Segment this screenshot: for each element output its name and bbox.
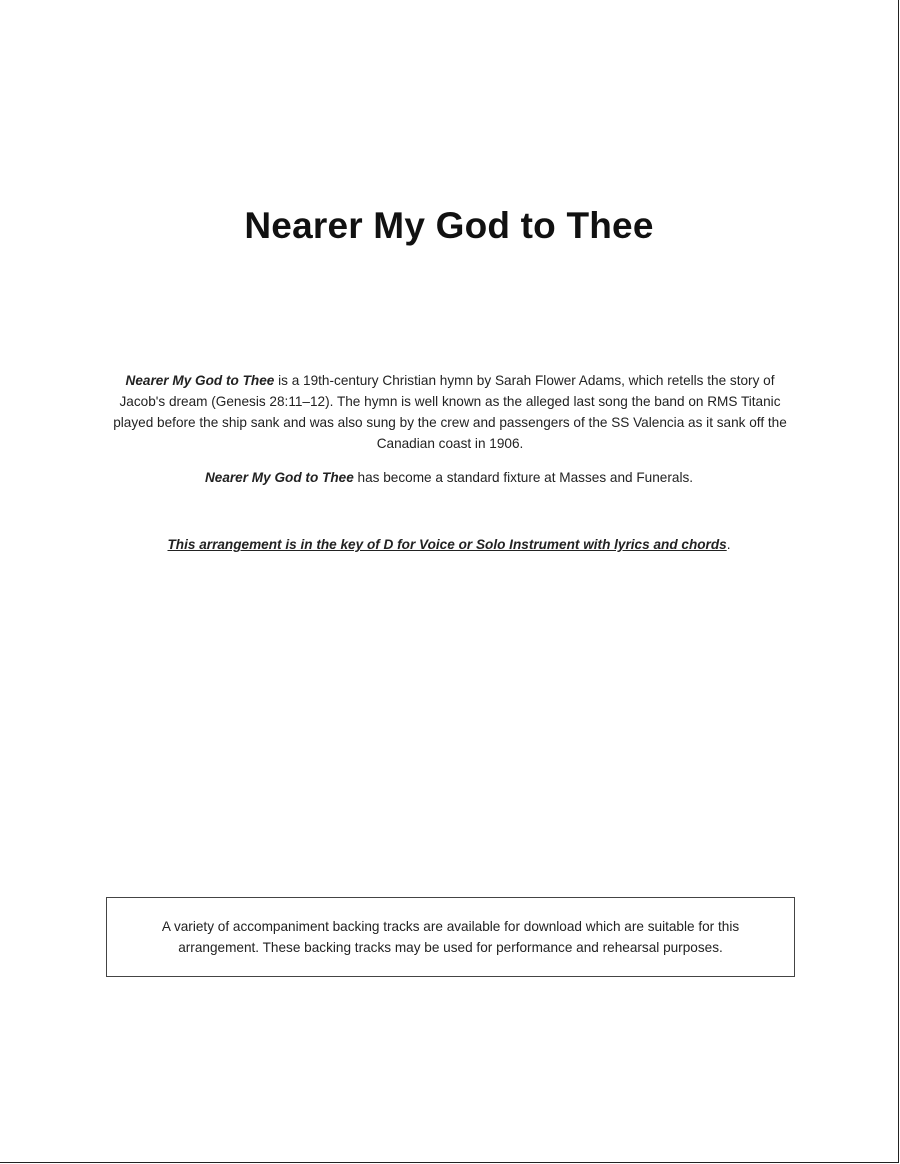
arrangement-note bbox=[0, 534, 898, 555]
fixture-paragraph bbox=[0, 467, 898, 488]
intro-paragraph bbox=[103, 370, 797, 454]
intro-hymn-name: Nearer My God to Thee bbox=[125, 373, 275, 388]
arrangement-note-text: This arrangement is in the key of D for Voice or Solo Instrument with lyrics and chords bbox=[167, 537, 727, 552]
page-title: Nearer My God to Thee bbox=[244, 205, 654, 246]
backing-tracks-text: A variety of accompaniment backing tracks are available for download which are suitable for this arrangement. These backing tracks may be used for performance and rehearsal purposes. bbox=[161, 919, 740, 955]
fixture-hymn-name: Nearer My God to Thee bbox=[204, 470, 354, 485]
fixture-text: has become a standard fixture at Masses and Funerals. bbox=[353, 470, 694, 485]
backing-tracks-box bbox=[106, 897, 795, 977]
arrangement-note-end: . bbox=[726, 537, 731, 552]
intro-text: is a 19th-century Christian hymn by Sarah Flower Adams, which retells the story of Jacob's dream (Genesis 28:11–12). The hymn is well known as the alleged last song the band on RMS Titanic played before the ship sank and was also sung by the crew and passengers of the SS Valencia as it sank off the Canadian coast in 1906. bbox=[113, 373, 787, 451]
